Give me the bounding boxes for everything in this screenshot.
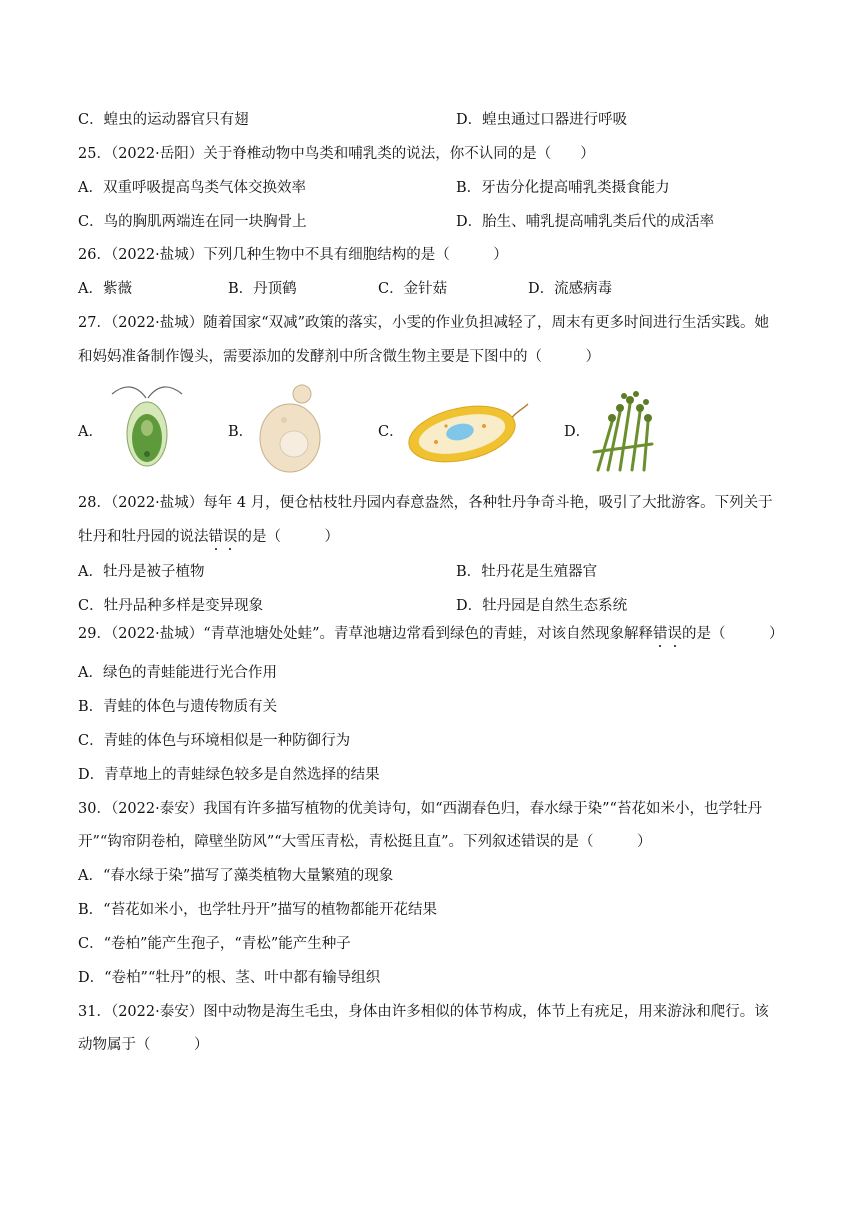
option-a: A．双重呼吸提高鸟类气体交换效率	[78, 180, 306, 196]
question-30-option-a: A．“春水绿于染”描写了藻类植物大量繁殖的现象	[78, 868, 394, 884]
question-25-stem: 25．（2022·岳阳）关于脊椎动物中鸟类和哺乳类的说法，你不认同的是（ ）	[78, 146, 595, 162]
question-28-options-cd	[78, 596, 628, 616]
penicillium-icon	[590, 382, 662, 474]
option-b: B．丹顶鹤	[228, 281, 297, 297]
question-29-option-b: B．青蛙的体色与遗传物质有关	[78, 699, 278, 715]
option-b: B．牙齿分化提高哺乳类摄食能力	[456, 180, 670, 196]
question-25-options-cd	[78, 212, 715, 232]
question-27-stem-line2: 和妈妈准备制作馒头，需要添加的发酵剂中所含微生物主要是下图中的（ ）	[78, 349, 600, 365]
question-31-stem-line2: 动物属于（ ）	[78, 1037, 209, 1053]
option-c: C．蝗虫的运动器官只有翅	[78, 112, 249, 128]
emphasis-char: 误	[223, 529, 238, 545]
question-28-stem-line1: 28．（2022·盐城）每年 4 月，便仓枯枝牡丹园内春意盎然，各种牡丹争奇斗艳，吸引了大批游客。下列关于	[78, 495, 773, 511]
option-c: C．牡丹品种多样是变异现象	[78, 598, 264, 614]
bacterium-icon	[406, 382, 530, 474]
option-d: D．流感病毒	[528, 281, 613, 297]
option-b: B．牡丹花是生殖器官	[456, 564, 598, 580]
question-25-options-ab	[78, 178, 670, 198]
option-d-label: D．	[564, 424, 591, 440]
question-30-option-c: C．“卷柏”能产生孢子，“青松”能产生种子	[78, 936, 351, 952]
question-29-option-a: A．绿色的青蛙能进行光合作用	[78, 665, 277, 681]
question-24-options-cd	[78, 110, 628, 130]
question-30-stem-line2: 开”“钩帘阴卷柏，障壁坐防风”“大雪压青松，青松挺且直”。下列叙述错误的是（ ）	[78, 834, 652, 850]
option-c-label: C．	[378, 424, 404, 440]
question-29-option-c: C．青蛙的体色与环境相似是一种防御行为	[78, 733, 351, 749]
question-27-stem-line1: 27．（2022·盐城）随着国家“双减”政策的落实，小雯的作业负担减轻了，周末有更多时间进行生活实践。她	[78, 315, 770, 331]
option-d: D．胎生、哺乳提高哺乳类后代的成活率	[456, 214, 715, 230]
emphasis-char: 错	[653, 626, 668, 642]
question-29-stem: 29．（2022·盐城）“青草池塘处处蛙”。青草池塘边常看到绿色的青蛙，对该自然现象解释错误的是（ ）	[78, 626, 784, 642]
question-28-options-ab	[78, 562, 598, 582]
option-a-label: A．	[78, 424, 103, 440]
question-31-stem-line1: 31．（2022·泰安）图中动物是海生毛虫，身体由许多相似的体节构成，体节上有疣足，用来游泳和爬行。该	[78, 1004, 769, 1020]
question-26-stem: 26．（2022·盐城）下列几种生物中不具有细胞结构的是（ ）	[78, 247, 508, 263]
option-a: A．牡丹是被子植物	[78, 564, 205, 580]
question-30-option-b: B．“苔花如米小，也学牡丹开”描写的植物都能开花结果	[78, 902, 437, 918]
option-c: C．金针菇	[378, 281, 448, 297]
option-d: D．牡丹园是自然生态系统	[456, 598, 628, 614]
question-28-stem-line2: 牡丹和牡丹园的说法错误的是（ ）	[78, 529, 339, 545]
yeast-icon	[250, 382, 330, 474]
option-c: C．鸟的胸肌两端连在同一块胸骨上	[78, 214, 307, 230]
question-30-stem-line1: 30．（2022·泰安）我国有许多描写植物的优美诗句，如“西湖春色归，春水绿于染”“苔花如米小，也学牡丹	[78, 801, 762, 817]
option-a: A．紫薇	[78, 281, 132, 297]
option-d: D．蝗虫通过口器进行呼吸	[456, 112, 628, 128]
question-30-option-d: D．“卷柏”“牡丹”的根、茎、叶中都有输导组织	[78, 970, 381, 986]
chlamydomonas-icon	[106, 382, 188, 474]
question-27-image-options	[78, 382, 638, 474]
emphasis-char: 错	[208, 529, 223, 545]
question-29-option-d: D．青草地上的青蛙绿色较多是自然选择的结果	[78, 767, 380, 783]
emphasis-char: 误	[667, 626, 683, 642]
option-b-label: B．	[228, 424, 254, 440]
